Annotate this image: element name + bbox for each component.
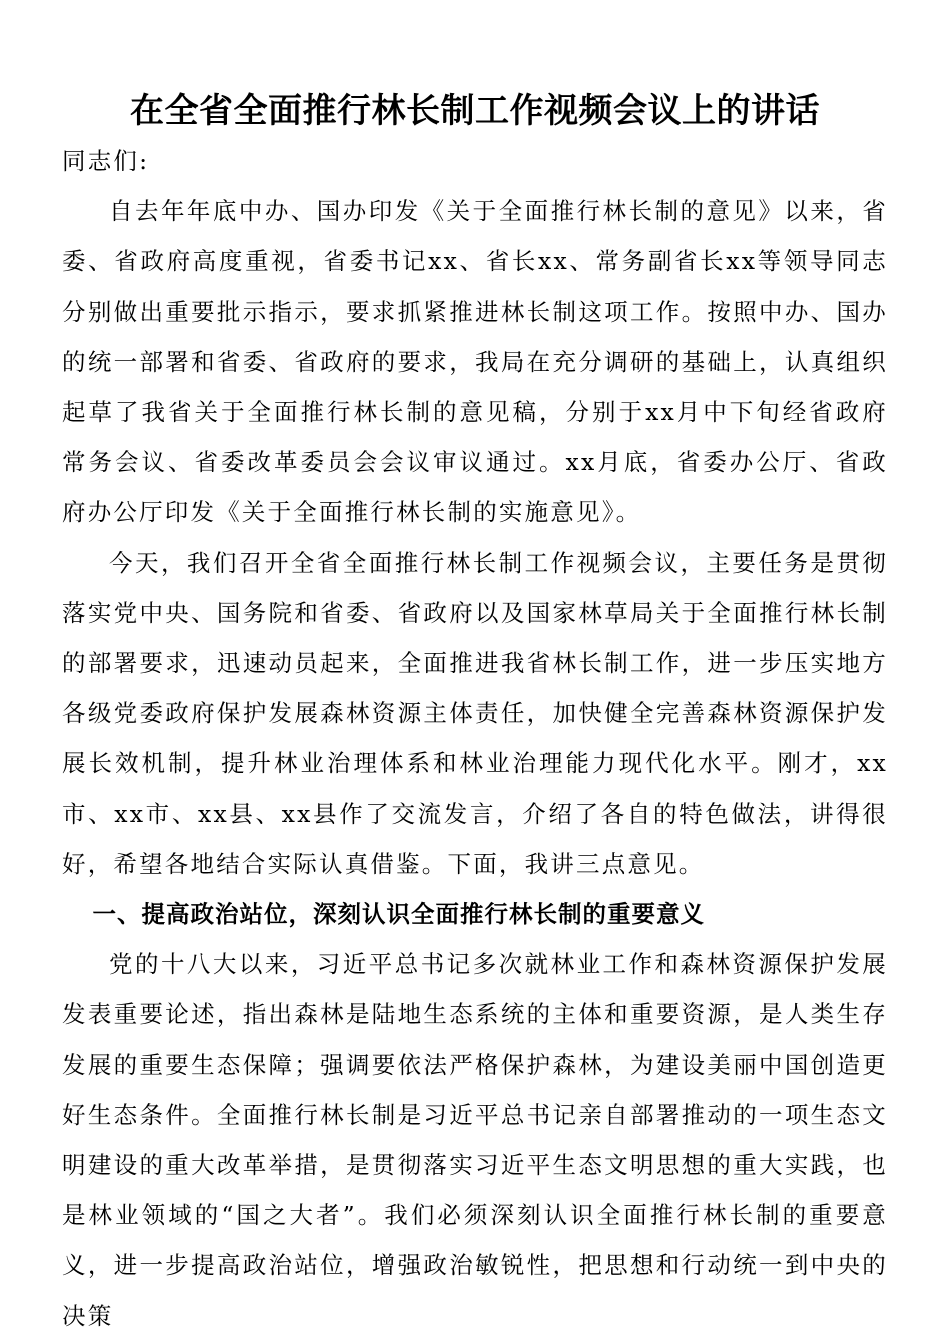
greeting: 同志们: xyxy=(62,147,150,175)
section-1-paragraph: 党的十八大以来，习近平总书记多次就林业工作和森林资源保护发展发表重要论述，指出森林是陆地生态系统的主体和重要资源，是人类生存发展的重要生态保障；强调要依法严格保护森林，为建设美丽中国创造更好生态条件。全面推行林长制是习近平总书记亲自部署推动的一项生态文明建设的重大改革举措，是贯彻落实习近平生态文明思想的重大实践，也是林业领域的“国之大者”。我们必须深刻认识全面推行林长制的重要意义，进一步提高政治站位，增强政治敏锐性，把思想和行动统一到中央的决策 xyxy=(62,950,888,1330)
section-heading-1: 一、提高政治站位，深刻认识全面推行林长制的重要意义 xyxy=(92,900,706,929)
document-body xyxy=(62,136,888,1341)
paragraph-background: 自去年年底中办、国办印发《关于全面推行林长制的意见》以来，省委、省政府高度重视，省委书记xx、省长xx、常务副省长xx等领导同志分别做出重要批示指示，要求抓紧推进林长制这项工作。按照中办、国办的统一部署和省委、省政府的要求，我局在充分调研的基础上，认真组织起草了我省关于全面推行林长制的意见稿，分别于xx月中下旬经省政府常务会议、省委改革委员会会议审议通过。xx月底，省委办公厅、省政府办公厅印发《关于全面推行林长制的实施意见》。 xyxy=(62,197,888,527)
paragraph-meeting-purpose: 今天，我们召开全省全面推行林长制工作视频会议，主要任务是贯彻落实党中央、国务院和省委、省政府以及国家林草局关于全面推行林长制的部署要求，迅速动员起来，全面推进我省林长制工作，进一步压实地方各级党委政府保护发展森林资源主体责任，加快健全完善森林资源保护发展长效机制，提升林业治理体系和林业治理能力现代化水平。刚才，xx市、xx市、xx县、xx县作了交流发言，介绍了各自的特色做法，讲得很好，希望各地结合实际认真借鉴。下面，我讲三点意见。 xyxy=(62,548,888,878)
document-title: 在全省全面推行林长制工作视频会议上的讲话 xyxy=(130,90,820,131)
